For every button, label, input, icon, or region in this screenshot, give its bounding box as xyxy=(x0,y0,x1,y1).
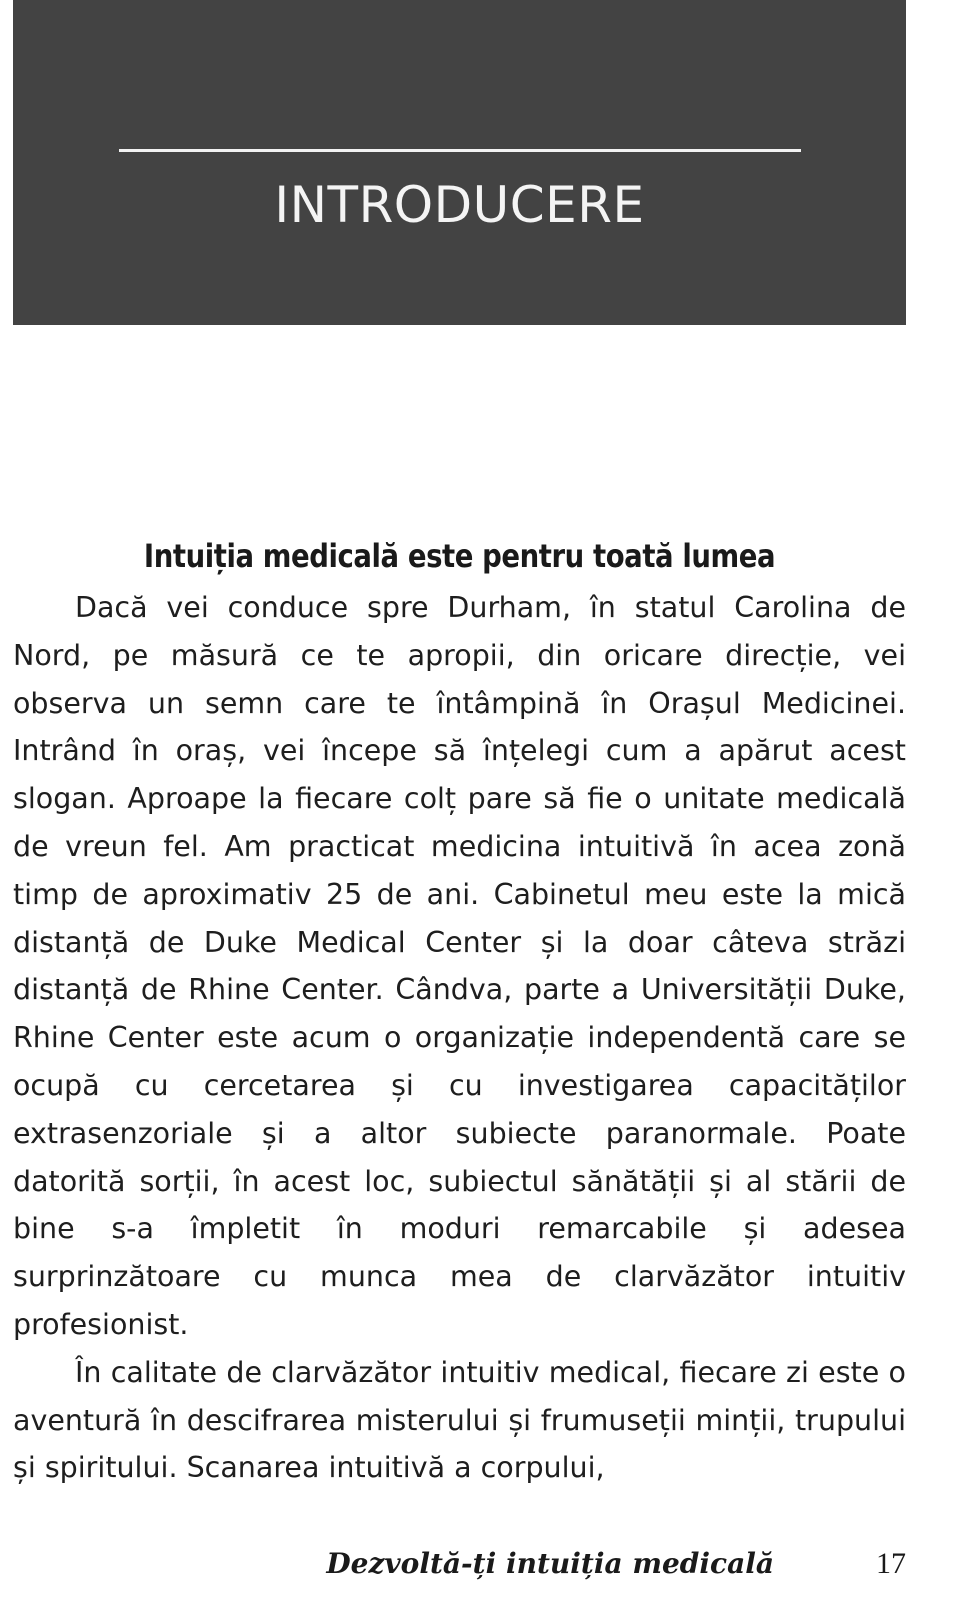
page-number: 17 xyxy=(876,1547,906,1580)
banner-rule xyxy=(119,149,801,152)
running-book-title: Dezvoltă-ți intuiția medicală xyxy=(326,1547,774,1580)
paragraph: În calitate de clarvăzător intuitiv medical, fiecare zi este o aventură în descifrarea misterului și frumuseții minții, trupului și spiritului. Scanarea intuitivă a corpului, xyxy=(13,1355,906,1485)
page-footer xyxy=(13,1540,906,1588)
section-heading: Intuiția medicală este pentru toată lumea xyxy=(143,537,776,575)
chapter-title: INTRODUCERE xyxy=(274,176,645,234)
body-text xyxy=(13,584,906,1492)
chapter-banner xyxy=(13,0,906,325)
paragraph: Dacă vei conduce spre Durham, în statul Carolina de Nord, pe măsură ce te apropii, din oricare direcție, vei observa un semn care te întâmpină în Orașul Medicinei. Intrând în oraș, vei începe să înțelegi cum a apărut acest slogan. Aproape la fiecare colț pare să fie o unitate medicală de vreun fel. Am practicat medicina intuitivă în acea zonă timp de aproximativ 25 de ani. Cabinetul meu este la mică distanță de Duke Medical Center și la doar câteva străzi distanță de Rhine Center. Cândva, parte a Universității Duke, Rhine Center este acum o organizație independentă care se ocupă cu cercetarea și cu investigarea capacităților extrasenzoriale și a altor subiecte paranormale. Poate datorită sorții, în acest loc, subiectul sănătății și al stării de bine s-a împletit în moduri remarcabile și adesea surprinzătoare cu munca mea de clarvăzător intuitiv profesionist. xyxy=(13,591,906,1341)
